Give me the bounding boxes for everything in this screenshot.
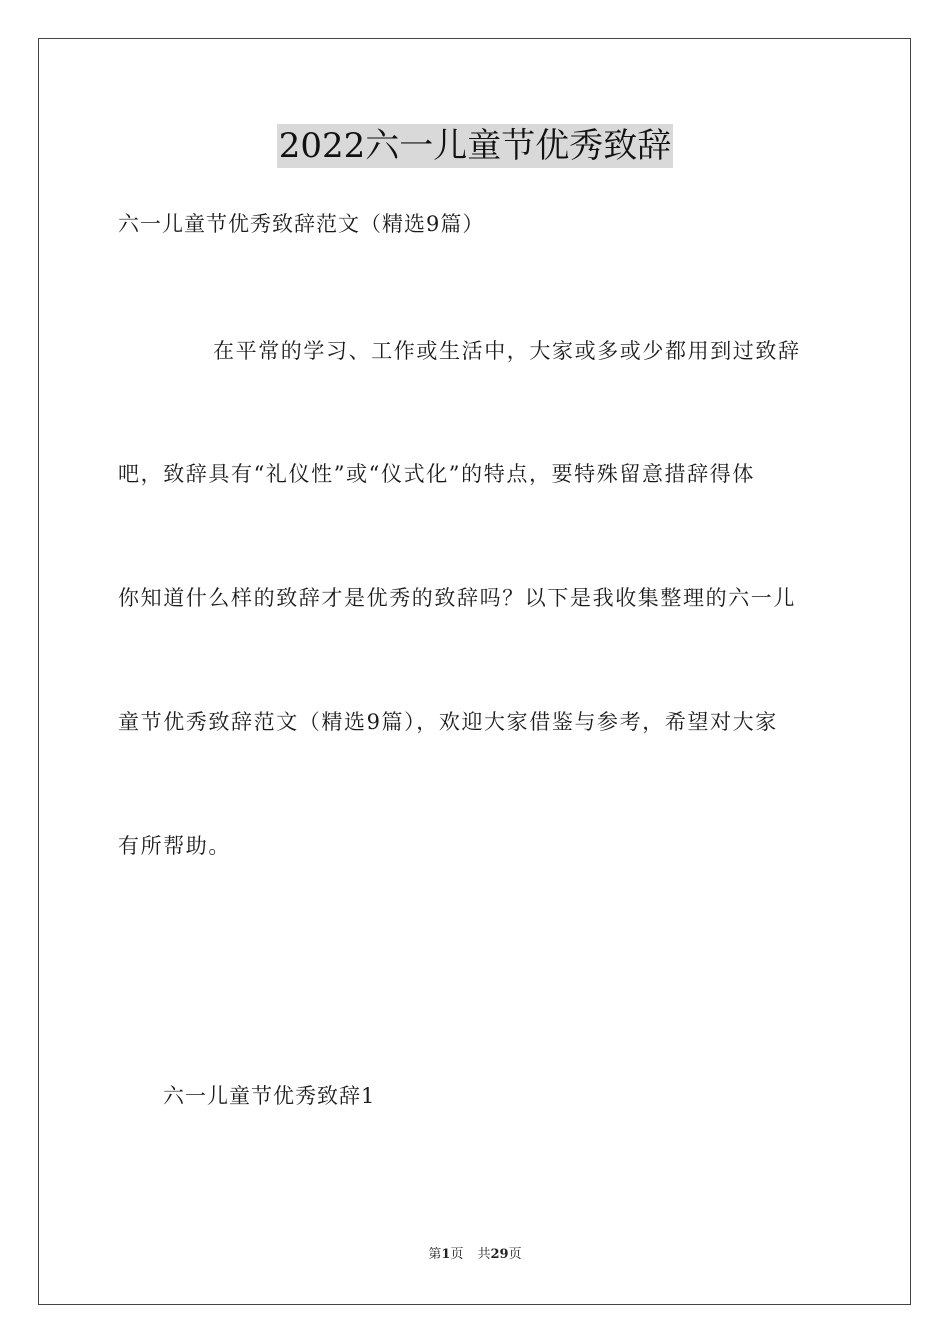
document-subtitle: 六一儿童节优秀致辞范文（精选9篇） — [118, 212, 485, 236]
paragraph-line: 吧，致辞具有“礼仪性”或“仪式化”的特点，要特殊留意措辞得体 — [118, 462, 755, 486]
footer-page-total: 29 — [490, 1247, 509, 1262]
title-container — [0, 124, 950, 168]
footer-total-suffix: 页 — [508, 1247, 522, 1262]
paragraph-line: 你知道什么样的致辞才是优秀的致辞吗？以下是我收集整理的六一儿 — [118, 586, 796, 610]
paragraph-line: 在平常的学习、工作或生活中，大家或多或少都用到过致辞 — [213, 339, 801, 363]
footer-total-prefix: 共 — [477, 1247, 491, 1262]
section-heading: 六一儿童节优秀致辞1 — [163, 1084, 376, 1108]
document-title: 2022六一儿童节优秀致辞 — [278, 126, 672, 166]
page-footer — [0, 1246, 950, 1264]
footer-page-current: 1 — [441, 1247, 451, 1262]
paragraph-line: 童节优秀致辞范文（精选9篇），欢迎大家借鉴与参考，希望对大家 — [118, 710, 778, 734]
footer-page-suffix: 页 — [450, 1247, 464, 1262]
paragraph-line: 有所帮助。 — [118, 834, 231, 858]
footer-page-prefix: 第 — [428, 1247, 442, 1262]
